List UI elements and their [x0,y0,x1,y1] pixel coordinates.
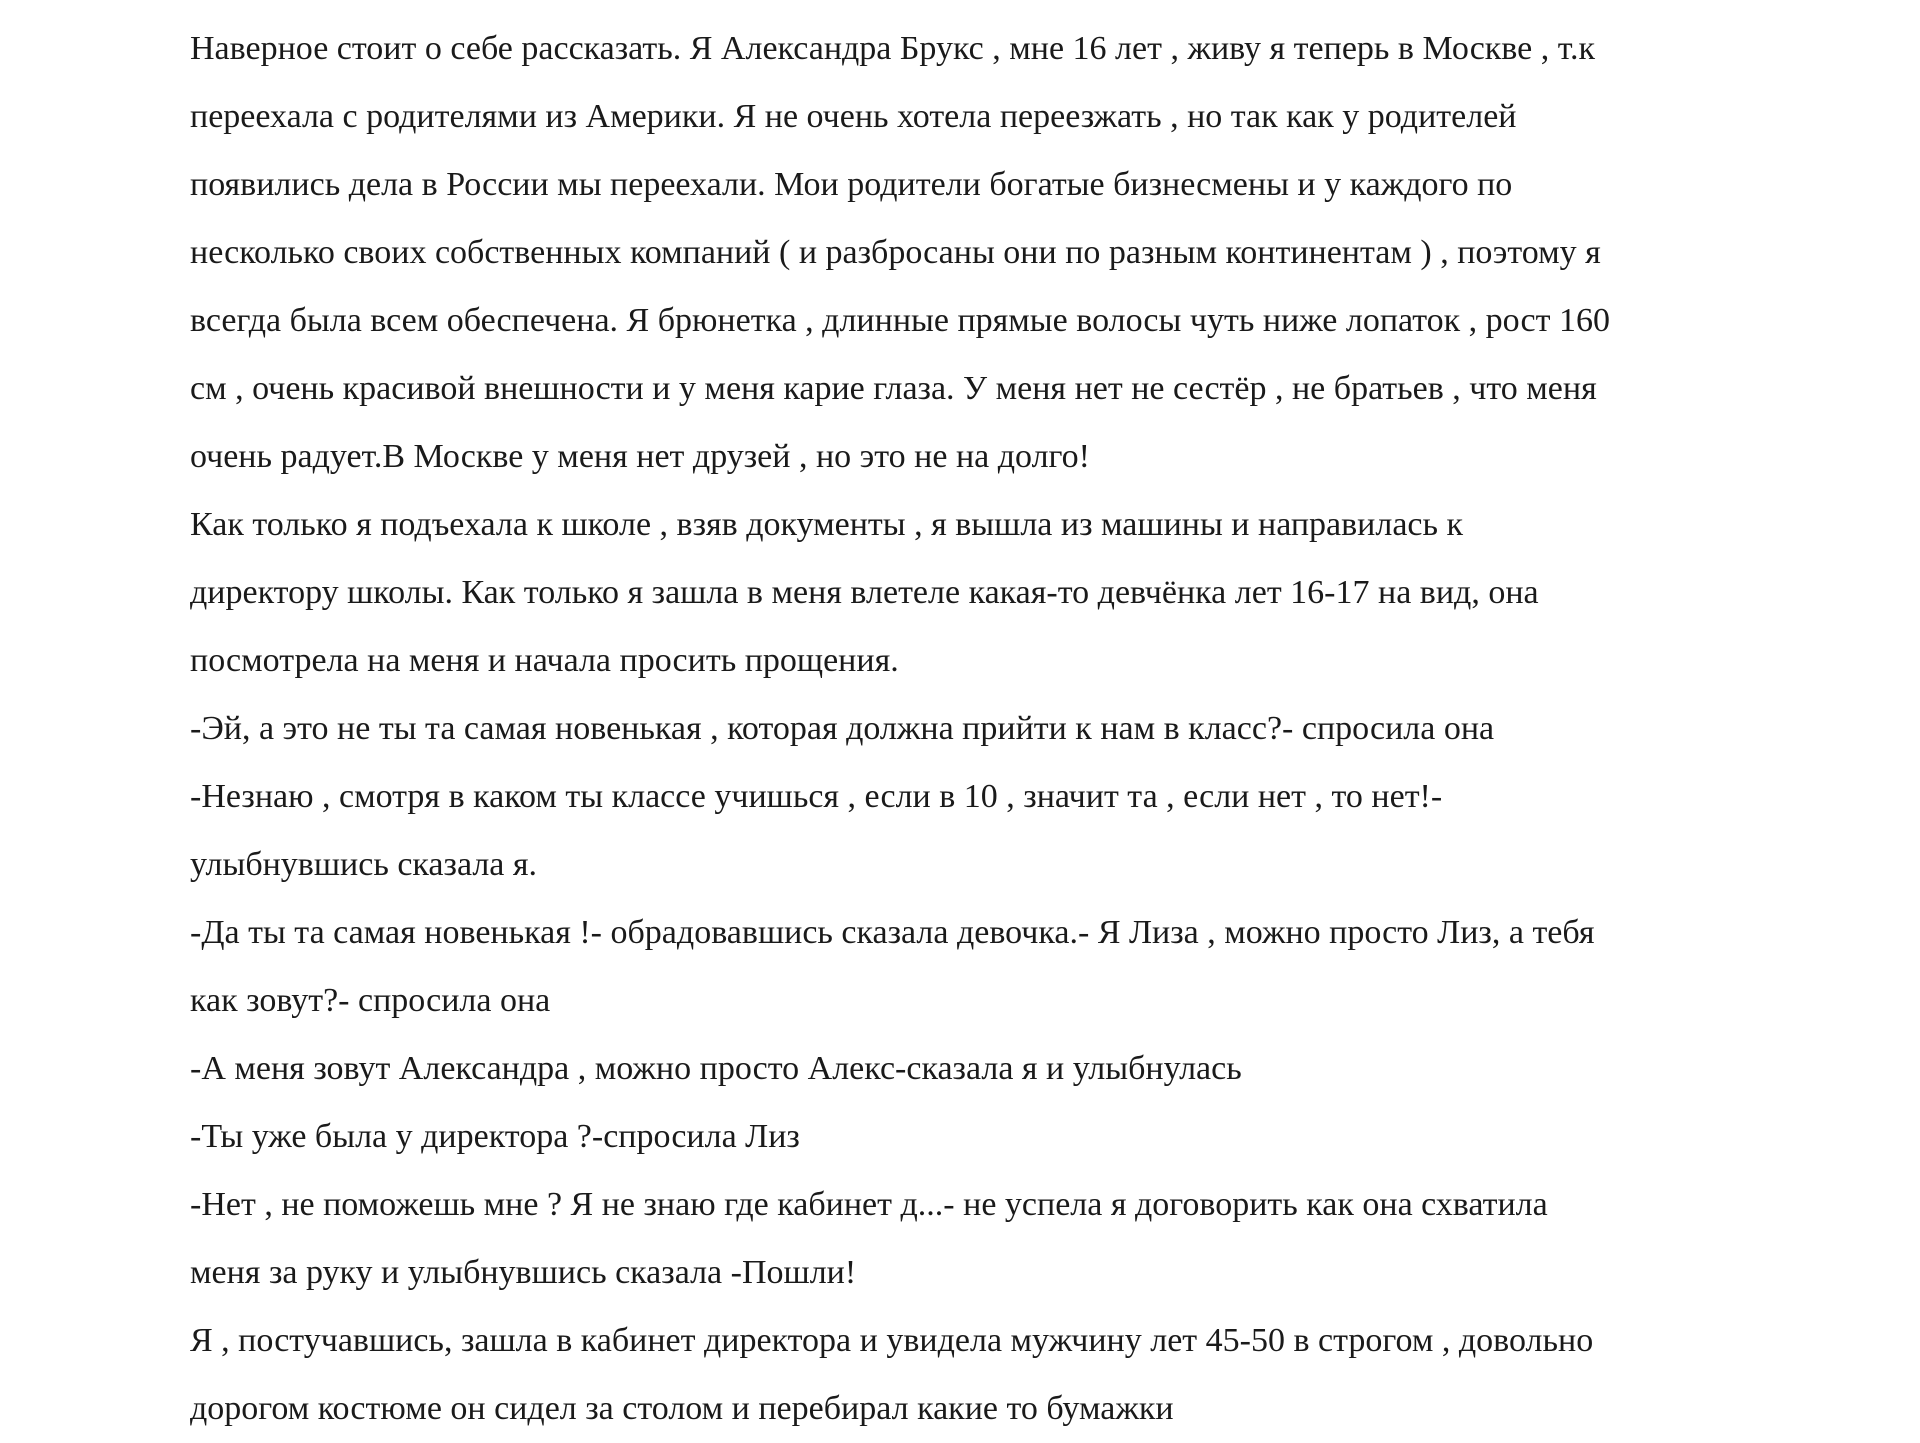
text-line: -Нет , не поможешь мне ? Я не знаю где кабинет д...- не успела я договорить как она схватила [190,1186,1548,1223]
paragraph-director-office [190,1307,1770,1443]
text-line: -Незнаю , смотря в каком ты классе учишься , если в 10 , значит та , если нет , то нет!- [190,778,1443,815]
text-line: директору школы. Как только я зашла в меня влетеле какая-то девчёнка лет 16-17 на вид, она [190,574,1539,611]
dialogue-line [190,763,1770,899]
text-line: Наверное стоит о себе рассказать. Я Александра Брукс , мне 16 лет , живу я теперь в Москве , т.к [190,30,1596,67]
text-line: посмотрела на меня и начала просить прощения. [190,642,899,679]
text-line: -Эй, а это не ты та самая новенькая , которая должна прийти к нам в класс?- спросила она [190,710,1495,747]
text-line: очень радует.В Москве у меня нет друзей , но это не на долго! [190,438,1090,475]
dialogue-line [190,1103,1770,1171]
text-line: как зовут?- спросила она [190,982,551,1019]
text-line: переехала с родителями из Америки. Я не очень хотела переезжать , но так как у родителей [190,98,1517,135]
text-line: несколько своих собственных компаний ( и разбросаны они по разным континентам ) , поэтому я [190,234,1601,271]
text-line: меня за руку и улыбнувшись сказала -Пошли! [190,1254,857,1291]
text-line: появились дела в России мы переехали. Мои родители богатые бизнесмены и у каждого по [190,166,1513,203]
text-line: -Ты уже была у директора ?-спросила Лиз [190,1118,800,1155]
text-line: всегда была всем обеспечена. Я брюнетка , длинные прямые волосы чуть ниже лопаток , рост 160 [190,302,1610,339]
text-line: улыбнувшись сказала я. [190,846,538,883]
text-line: Я , постучавшись, зашла в кабинет директора и увидела мужчину лет 45-50 в строгом , довольно [190,1322,1594,1359]
text-line: -А меня зовут Александра , можно просто Алекс-сказала я и улыбнулась [190,1050,1242,1087]
text-line: см , очень красивой внешности и у меня карие глаза. У меня нет не сестёр , не братьев , что меня [190,370,1597,407]
text-line: -Да ты та самая новенькая !- обрадовавшись сказала девочка.- Я Лиза , можно просто Лиз, а тебя [190,914,1595,951]
text-line: Как только я подъехала к школе , взяв документы , я вышла из машины и направилась к [190,506,1464,543]
paragraph-school-arrival [190,491,1770,695]
dialogue-line [190,695,1770,763]
paragraph-intro [190,15,1770,491]
text-line: дорогом костюме он сидел за столом и перебирал какие то бумажки [190,1390,1174,1427]
story-text [190,15,1770,1443]
dialogue-line [190,899,1770,1035]
dialogue-line [190,1035,1770,1103]
dialogue-line [190,1171,1770,1307]
